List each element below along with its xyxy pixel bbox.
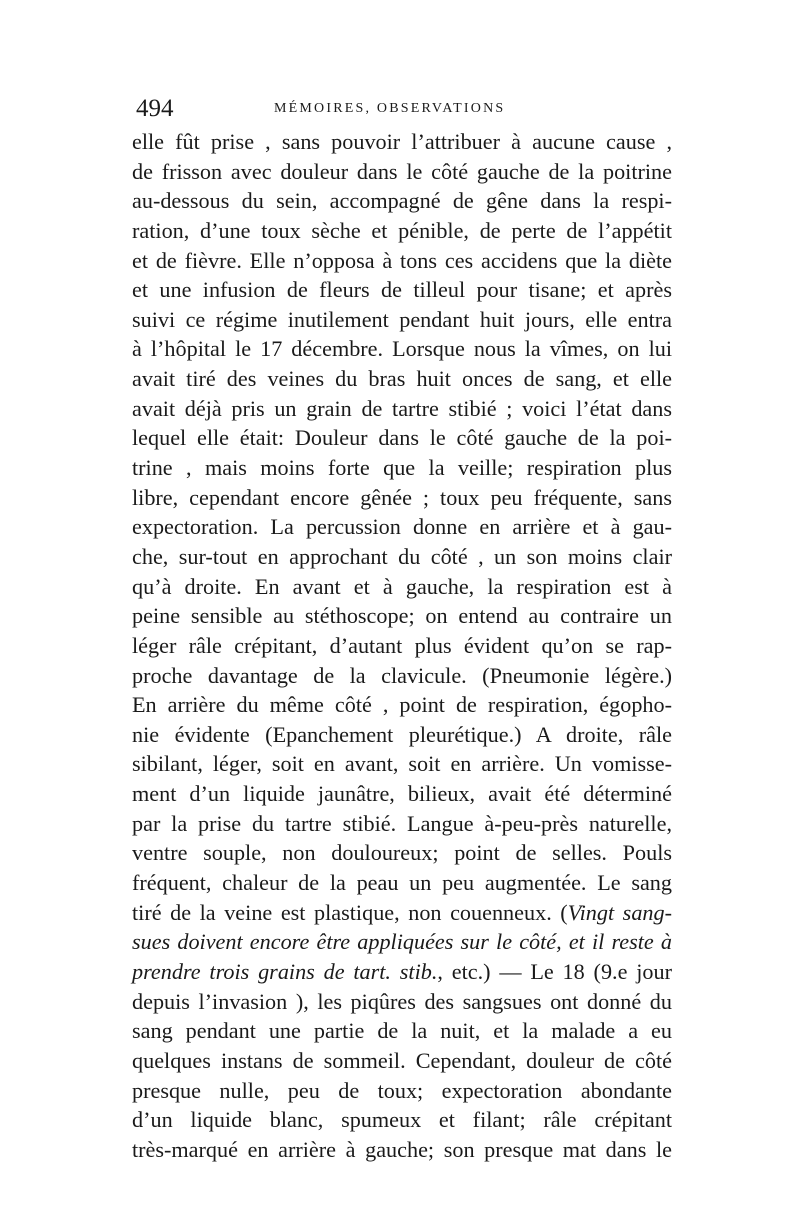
- text-span: léger râle crépitant, d’autant plus évident qu’on se rap-: [132, 632, 672, 658]
- text-line: [132, 186, 672, 216]
- text-line: [132, 394, 672, 424]
- text-span: et de fièvre. Elle n’opposa à tons ces accidens que la diète: [132, 247, 672, 273]
- text-span: à l’hôpital le 17 décembre. Lorsque nous la vîmes, on lui: [132, 336, 672, 362]
- text-span: depuis l’invasion ), les piqûres des sangsues ont donné du: [132, 988, 672, 1014]
- text-span: expectoration. La percussion donne en arrière et à gau-: [132, 514, 672, 540]
- text-line: [132, 572, 672, 602]
- text-span: nie évidente (Epanchement pleurétique.) A droite, râle: [132, 721, 672, 747]
- text-line: [132, 661, 672, 691]
- text-line: [132, 542, 672, 572]
- text-line: [132, 601, 672, 631]
- text-span: , etc.) — Le 18 (9.e jour: [437, 958, 672, 984]
- text-span: presque nulle, peu de toux; expectoration abondante: [132, 1077, 672, 1103]
- text-line: [132, 631, 672, 661]
- text-span: trine , mais moins forte que la veille; respiration plus: [132, 455, 672, 481]
- page-header: [136, 92, 676, 126]
- text-span: lequel elle était: Douleur dans le côté gauche de la poi-: [132, 425, 672, 451]
- italic-text: sues doivent encore être appliquées sur le côté, et il reste à: [132, 929, 672, 955]
- text-line: [132, 838, 672, 868]
- text-span: ration, d’une toux sèche et pénible, de perte de l’appétit: [132, 217, 672, 243]
- text-span: suivi ce régime inutilement pendant huit jours, elle entra: [132, 306, 672, 332]
- text-span: peine sensible au stéthoscope; on entend au contraire un: [132, 603, 672, 629]
- text-span: et une infusion de fleurs de tilleul pour tisane; et après: [132, 277, 672, 303]
- text-line: [132, 690, 672, 720]
- text-line: [132, 749, 672, 779]
- text-line: [132, 216, 672, 246]
- text-line: [132, 927, 672, 957]
- text-line: [132, 957, 672, 987]
- text-span: qu’à droite. En avant et à gauche, la respiration est à: [132, 573, 672, 599]
- text-span: au-dessous du sein, accompagné de gêne dans la respi-: [132, 188, 672, 214]
- text-line: [132, 512, 672, 542]
- text-line: [132, 868, 672, 898]
- text-span: de frisson avec douleur dans le côté gauche de la poitrine: [132, 158, 672, 184]
- text-span: sibilant, léger, soit en avant, soit en arrière. Un vomisse-: [132, 751, 672, 777]
- text-line: [132, 809, 672, 839]
- text-span: elle fût prise , sans pouvoir l’attribuer à aucune cause ,: [132, 129, 672, 154]
- text-span: fréquent, chaleur de la peau un peu augmentée. Le sang: [132, 870, 672, 896]
- text-line: [132, 987, 672, 1017]
- text-line: [132, 305, 672, 335]
- text-span: ment d’un liquide jaunâtre, bilieux, avait été déterminé: [132, 781, 672, 807]
- text-line: [132, 453, 672, 483]
- text-span: très-marqué en arrière à gauche; son presque mat dans le: [132, 1136, 672, 1162]
- text-line: [132, 246, 672, 276]
- text-span: par la prise du tartre stibié. Langue à-peu-près naturelle,: [132, 810, 672, 836]
- italic-text: Vingt sang-: [567, 899, 672, 925]
- running-head: MÉMOIRES, OBSERVATIONS: [274, 101, 506, 116]
- text-line: [132, 1016, 672, 1046]
- text-line: [132, 1046, 672, 1076]
- text-line: [132, 127, 672, 157]
- text-line: [132, 423, 672, 453]
- text-line: [132, 898, 672, 928]
- italic-text: prendre trois grains de tart. stib.: [132, 958, 438, 984]
- text-line: [132, 275, 672, 305]
- text-line: [132, 779, 672, 809]
- text-span: libre, cependant encore gênée ; toux peu fréquente, sans: [132, 484, 672, 510]
- text-span: avait tiré des veines du bras huit onces de sang, et elle: [132, 366, 672, 392]
- text-span: sang pendant une partie de la nuit, et la malade a eu: [132, 1018, 672, 1044]
- text-line: [132, 1076, 672, 1106]
- text-span: avait déjà pris un grain de tartre stibié ; voici l’état dans: [132, 395, 672, 421]
- text-line: [132, 364, 672, 394]
- text-line: [132, 483, 672, 513]
- text-span: d’un liquide blanc, spumeux et filant; râle crépitant: [132, 1107, 672, 1133]
- body-text: [132, 127, 672, 1164]
- text-line: [132, 334, 672, 364]
- text-line: [132, 1135, 672, 1165]
- text-span: tiré de la veine est plastique, non couenneux. (: [132, 899, 568, 925]
- text-span: che, sur-tout en approchant du côté , un son moins clair: [132, 543, 672, 569]
- text-line: [132, 157, 672, 187]
- text-span: En arrière du même côté , point de respiration, égopho-: [132, 692, 672, 718]
- text-span: ventre souple, non douloureux; point de selles. Pouls: [132, 840, 672, 866]
- text-line: [132, 720, 672, 750]
- text-span: proche davantage de la clavicule. (Pneumonie légère.): [132, 662, 672, 688]
- text-span: quelques instans de sommeil. Cependant, douleur de côté: [132, 1047, 672, 1073]
- page-number: 494: [136, 95, 174, 122]
- text-line: [132, 1105, 672, 1135]
